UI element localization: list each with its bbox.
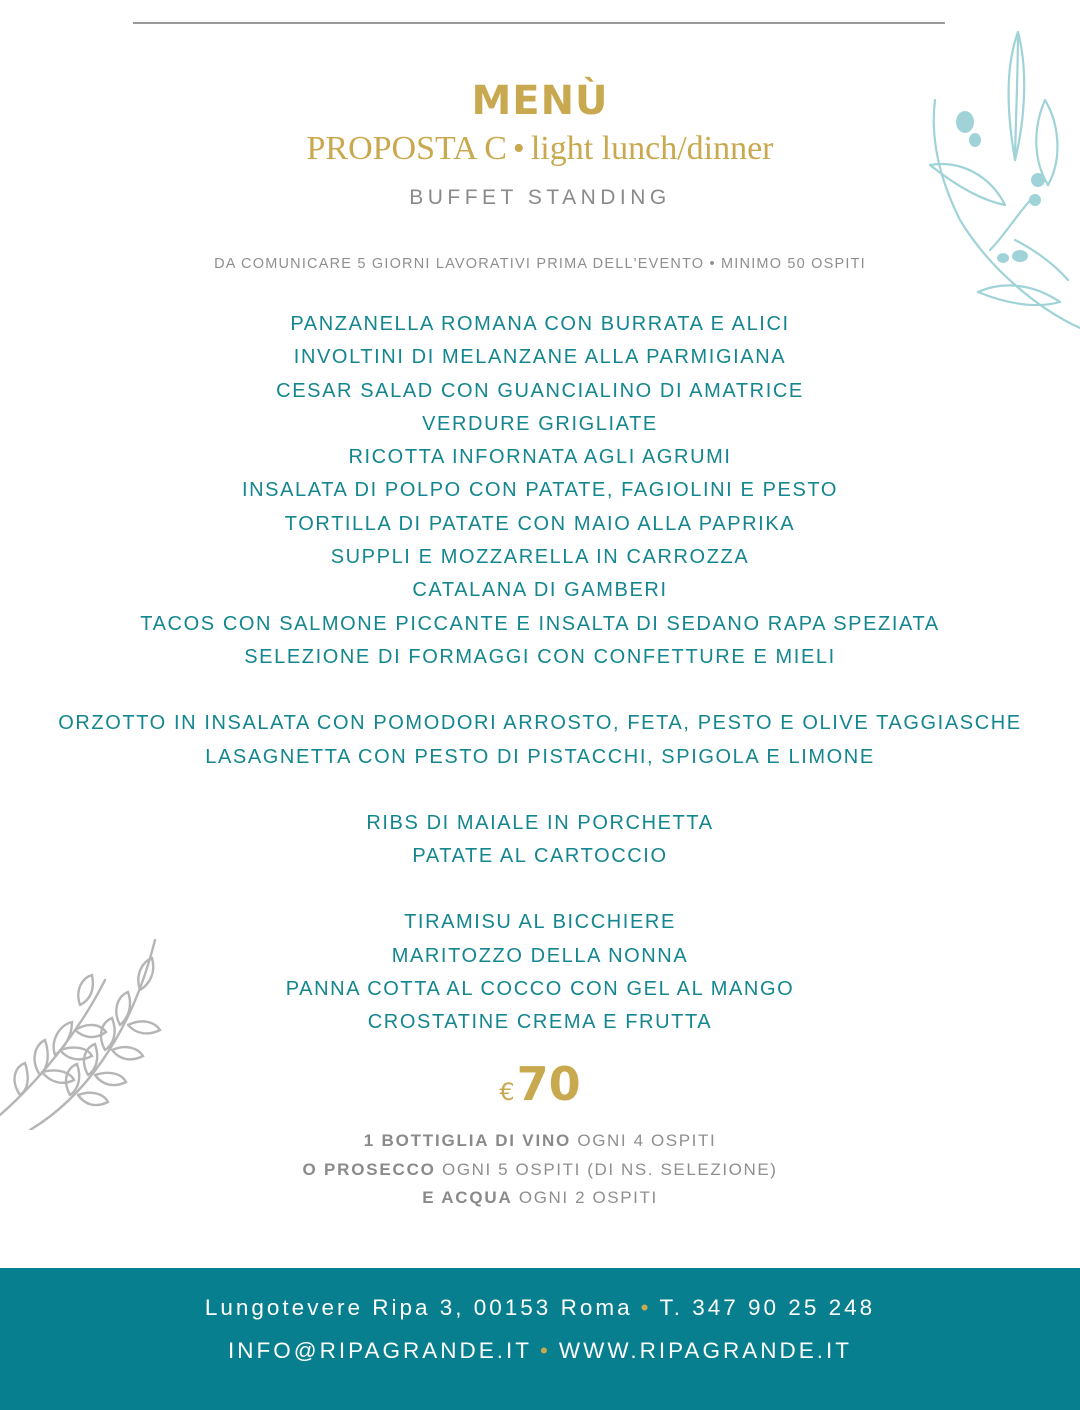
menu-item: CATALANA DI GAMBERI [412, 579, 668, 602]
footer-phone[interactable]: T. 347 90 25 248 [659, 1295, 876, 1320]
menu-subtitle [0, 130, 1080, 168]
menu-item: CROSTATINE CREMA E FRUTTA [367, 1011, 713, 1034]
menu-item: TORTILLA DI PATATE CON MAIO ALLA PAPRIKA [284, 512, 796, 535]
price-currency: € [499, 1078, 515, 1106]
menu-item: MARITOZZO DELLA NONNA [391, 944, 689, 967]
drinks-line-text: OGNI 2 OSPITI [512, 1188, 658, 1207]
service-type: BUFFET STANDING [409, 186, 671, 209]
subtitle-separator: • [512, 130, 525, 167]
menu-item: TACOS CON SALMONE PICCANTE E INSALTA DI SEDANO RAPA SPEZIATA [140, 612, 940, 635]
footer-separator: • [539, 1338, 551, 1363]
drinks-line [0, 1127, 1080, 1156]
footer-separator: • [640, 1295, 652, 1320]
menu-item: TIRAMISU AL BICCHIERE [404, 911, 676, 934]
drinks-info [0, 1127, 1080, 1213]
drinks-line-text: OGNI 5 OSPITI (DI NS. SELEZIONE) [435, 1159, 778, 1179]
menu-item: INVOLTINI DI MELANZANE ALLA PARMIGIANA [293, 346, 787, 369]
top-divider [133, 22, 945, 24]
proposal-type: light lunch/dinner [530, 130, 774, 167]
drinks-line-bold: 1 BOTTIGLIA DI VINO [363, 1131, 572, 1150]
footer-web-row [0, 1340, 1080, 1363]
footer-website-link[interactable]: WWW.RIPAGRANDE.IT [558, 1338, 852, 1363]
drinks-line-text: OGNI 4 OSPITI [571, 1131, 717, 1150]
drinks-line [0, 1184, 1080, 1213]
footer [0, 1268, 1080, 1410]
menu-group-firsts [0, 707, 1080, 774]
footer-email-link[interactable]: INFO@RIPAGRANDE.IT [228, 1338, 532, 1363]
menu-list [0, 308, 1080, 1073]
drinks-line-bold: E ACQUA [422, 1188, 513, 1207]
menu-item: VERDURE GRIGLIATE [422, 412, 658, 435]
price-amount: 70 [516, 1057, 581, 1111]
menu-group-mains [0, 807, 1080, 874]
booking-notice: DA COMUNICARE 5 GIORNI LAVORATIVI PRIMA DELL'EVENTO • MINIMO 50 OSPITI [214, 256, 866, 272]
proposal-name: PROPOSTA C [306, 130, 507, 167]
menu-title: MENÙ [471, 78, 609, 124]
menu-item: PATATE AL CARTOCCIO [412, 845, 668, 868]
drinks-line [0, 1156, 1080, 1185]
menu-item: PANZANELLA ROMANA CON BURRATA E ALICI [290, 313, 790, 335]
menu-item: INSALATA DI POLPO CON PATATE, FAGIOLINI E PESTO [241, 479, 839, 502]
footer-address: Lungotevere Ripa 3, 00153 Roma [204, 1295, 633, 1320]
olive-branch-icon [920, 10, 1080, 340]
menu-group-starters [0, 308, 1080, 674]
menu-item: SELEZIONE DI FORMAGGI CON CONFETTURE E MIELI [244, 645, 836, 668]
menu-item: SUPPLI E MOZZARELLA IN CARROZZA [330, 546, 750, 569]
menu-group-desserts [0, 906, 1080, 1039]
drinks-line-bold: O PROSECCO [302, 1159, 436, 1179]
menu-item: PANNA COTTA AL COCCO CON GEL AL MANGO [285, 978, 795, 1001]
menu-item: ORZOTTO IN INSALATA CON POMODORI ARROSTO, FETA, PESTO E OLIVE TAGGIASCHE [58, 712, 1022, 735]
menu-item: RIBS DI MAIALE IN PORCHETTA [366, 811, 714, 834]
price [0, 1057, 1080, 1111]
menu-item: RICOTTA INFORNATA AGLI AGRUMI [348, 446, 732, 469]
menu-item: LASAGNETTA CON PESTO DI PISTACCHI, SPIGOLA E LIMONE [205, 745, 875, 768]
footer-contact-row [0, 1297, 1080, 1320]
menu-item: CESAR SALAD CON GUANCIALINO DI AMATRICE [276, 379, 804, 402]
